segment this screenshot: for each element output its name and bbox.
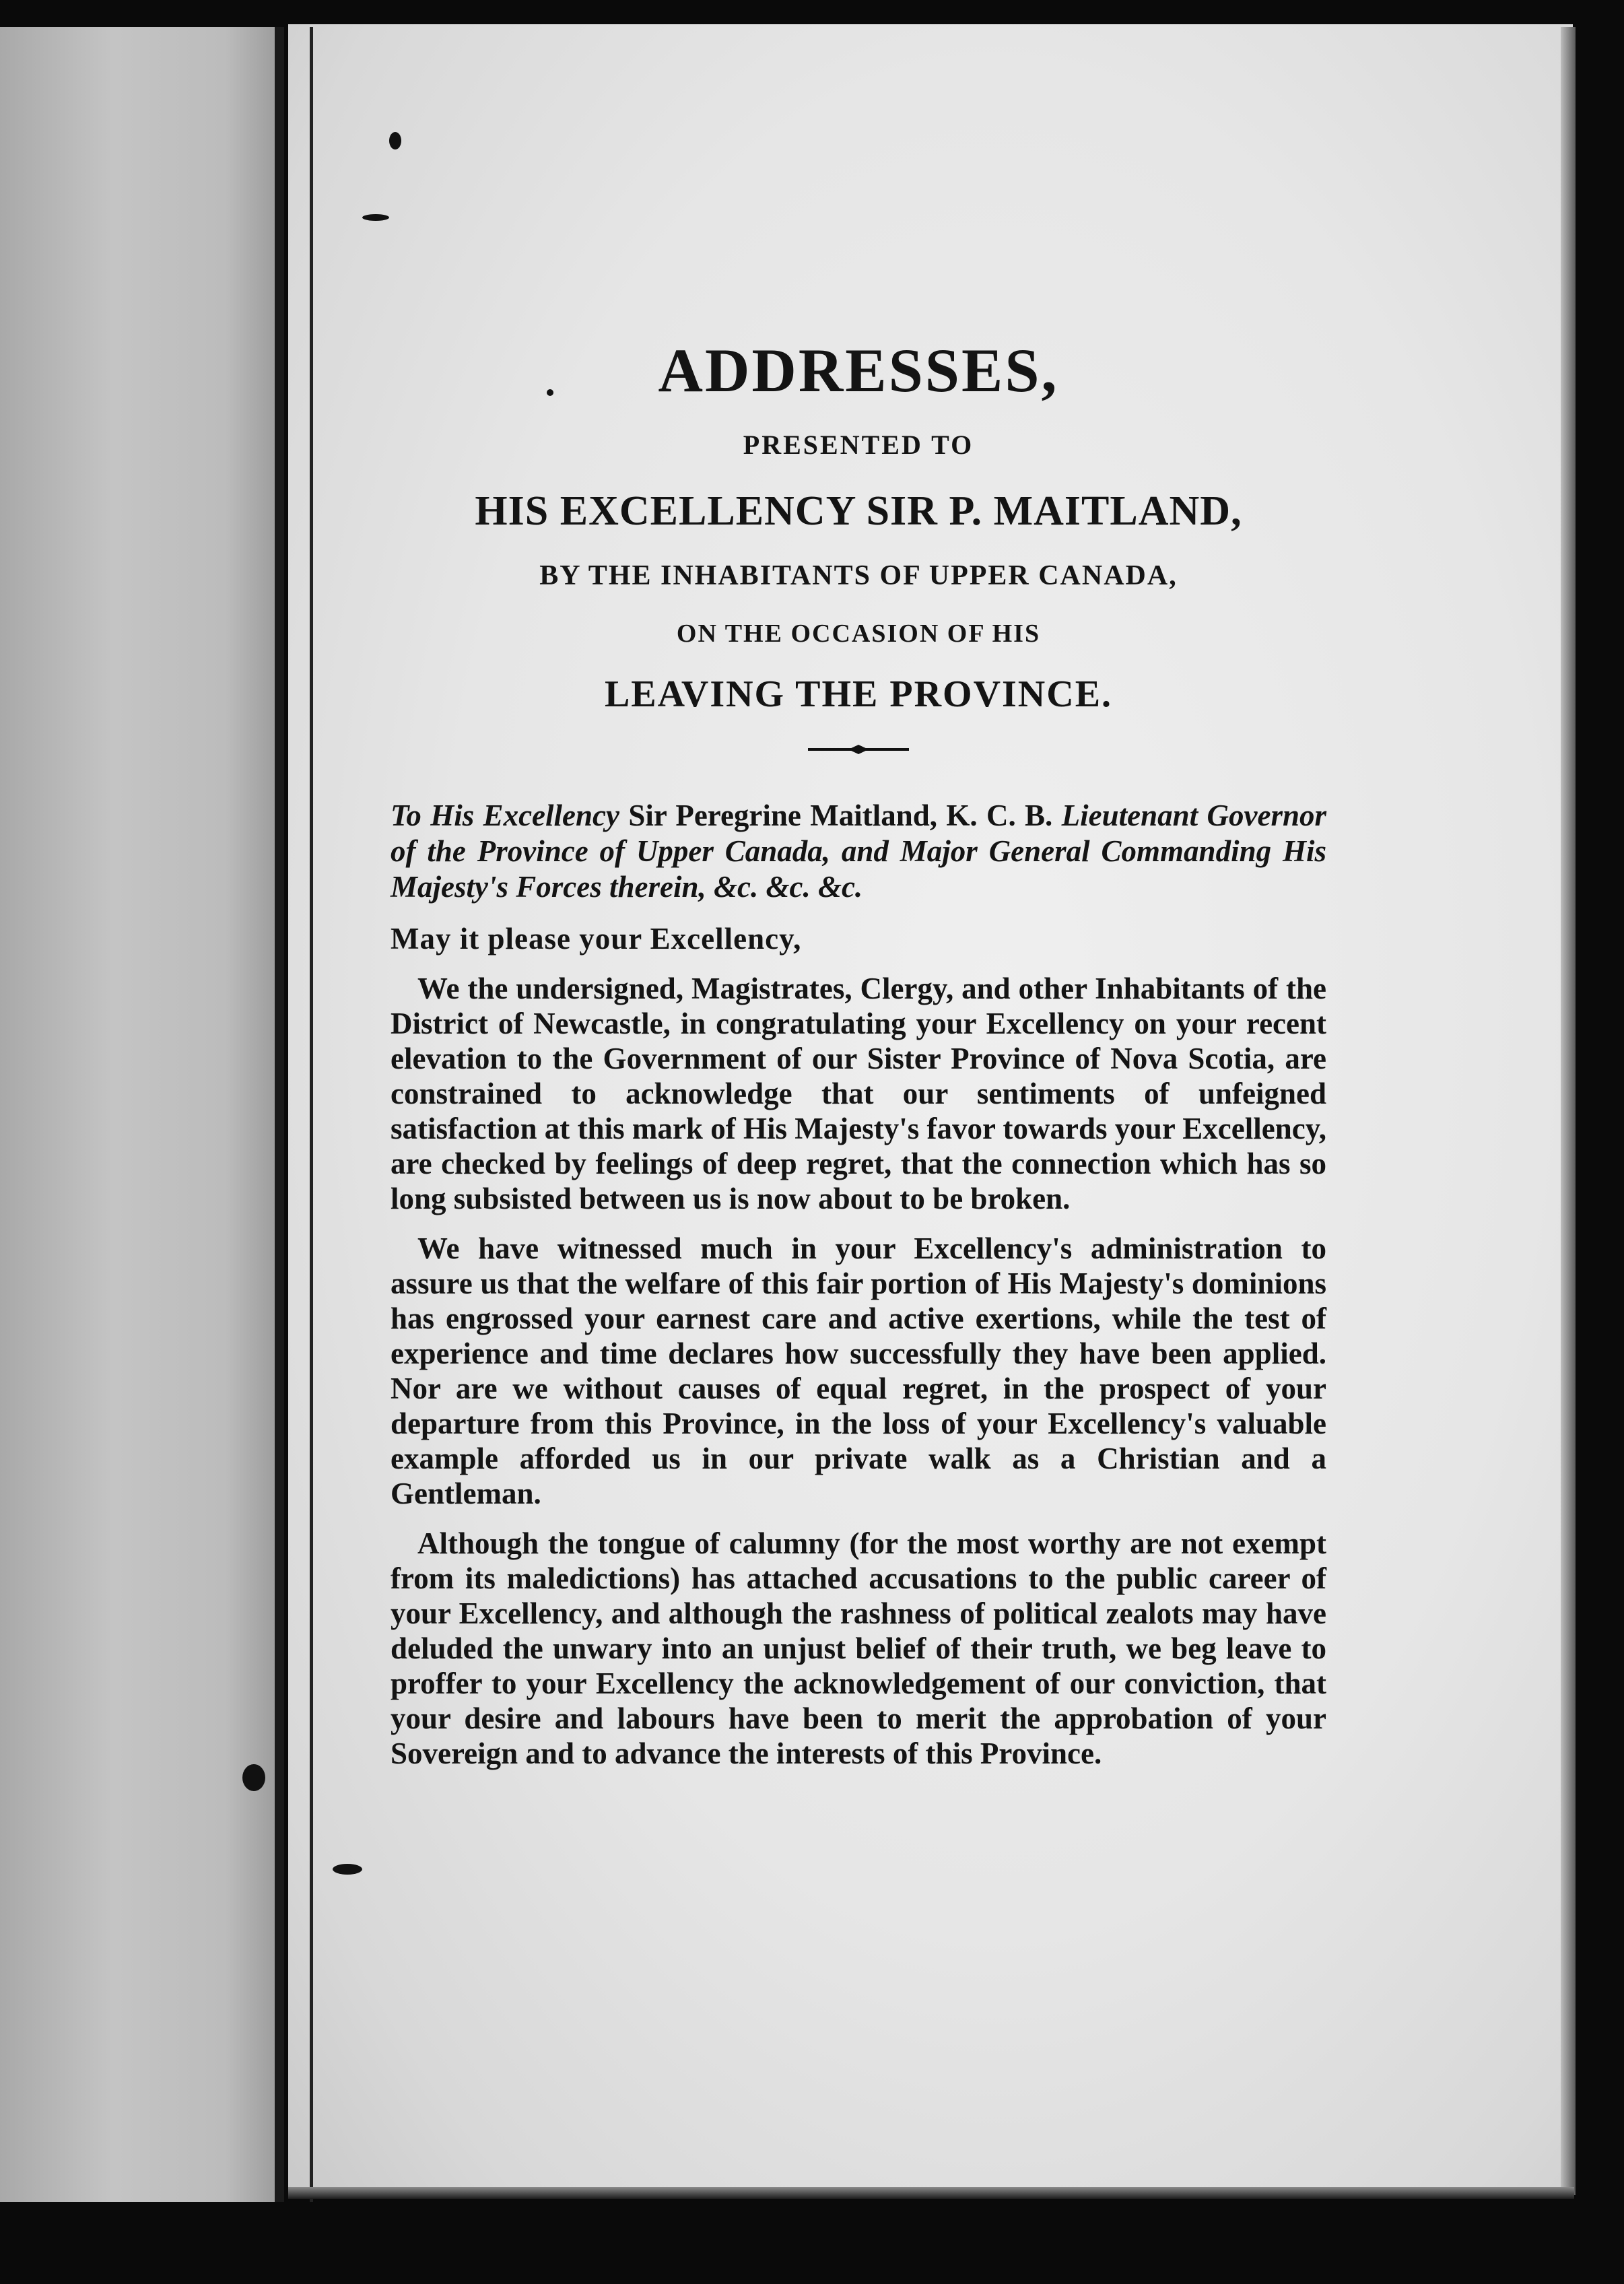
ink-blot bbox=[242, 1764, 265, 1791]
ink-speck bbox=[389, 132, 401, 149]
page-bottom-edge bbox=[288, 2187, 1574, 2199]
ink-speck bbox=[362, 214, 389, 221]
salutation-name: Sir Peregrine Maitland, bbox=[628, 799, 938, 833]
body-paragraph: We the undersigned, Magistrates, Clergy, and other Inhabitants of the District of Newcastle, in congratulating your Excellency on your recent elevation to the Government of our Sister Province of Nova Scotia, are constrained to acknowledge that our sentiments of unfeigned satisfaction at this mark of His Majesty's favor towards your Excellency, are checked by feelings of deep regret, that the connection which has so long subsisted between us is now about to be broken. bbox=[391, 972, 1326, 1216]
leaving-line: LEAVING THE PROVINCE. bbox=[604, 673, 1113, 716]
by-line: BY THE INHABITANTS OF UPPER CANADA, bbox=[539, 560, 1178, 592]
page-right-edge bbox=[1561, 27, 1576, 2195]
salutation-prefix: To His Excellency bbox=[391, 799, 619, 833]
body-paragraph: Although the tongue of calumny (for the most worthy are not exempt from its maledictions) has attached accusations to the public career of your Excellency, and although the rashness of political zealots may have deluded the unwary into an unjust belief of their truth, we beg leave to proffer to your Excellency the acknowledgement of our conviction, that your desire and labours have been to merit the approbation of your Sovereign and to advance the interests of this Province. bbox=[391, 1526, 1326, 1771]
facing-page bbox=[0, 27, 281, 2202]
salutation-rest: Lieutenant Governor of the Province of Upper Canada, and Major General Commanding His Majesty's Forces therein, &c. &c. &c. bbox=[391, 799, 1327, 904]
address-line: May it please your Excellency, bbox=[391, 922, 802, 956]
ink-blot bbox=[333, 1864, 362, 1875]
salutation-honours: K. C. B. bbox=[946, 799, 1053, 833]
ornamental-rule bbox=[391, 743, 1326, 756]
binding-gutter bbox=[275, 27, 284, 2202]
page-edge-line bbox=[310, 27, 313, 2202]
document-content bbox=[391, 337, 1326, 1786]
body-paragraph: We have witnessed much in your Excellency's administration to assure us that the welfare of this fair portion of His Majesty's dominions has engrossed your earnest care and active exertions, while the test of experience and time declares how successfully they have been applied. Nor are we without causes of equal regret, in the prospect of your departure from this Province, in the loss of your Excellency's valuable example afforded us in our private walk as a Christian and a Gentleman. bbox=[391, 1232, 1326, 1511]
rule-ornament-icon bbox=[808, 743, 909, 756]
occasion-line: ON THE OCCASION OF HIS bbox=[676, 619, 1041, 648]
presented-to-line: PRESENTED TO bbox=[743, 430, 974, 461]
document-title: ADDRESSES, bbox=[658, 336, 1059, 405]
recipient-line: HIS EXCELLENCY SIR P. MAITLAND, bbox=[475, 488, 1242, 535]
salutation-block bbox=[391, 798, 1326, 905]
